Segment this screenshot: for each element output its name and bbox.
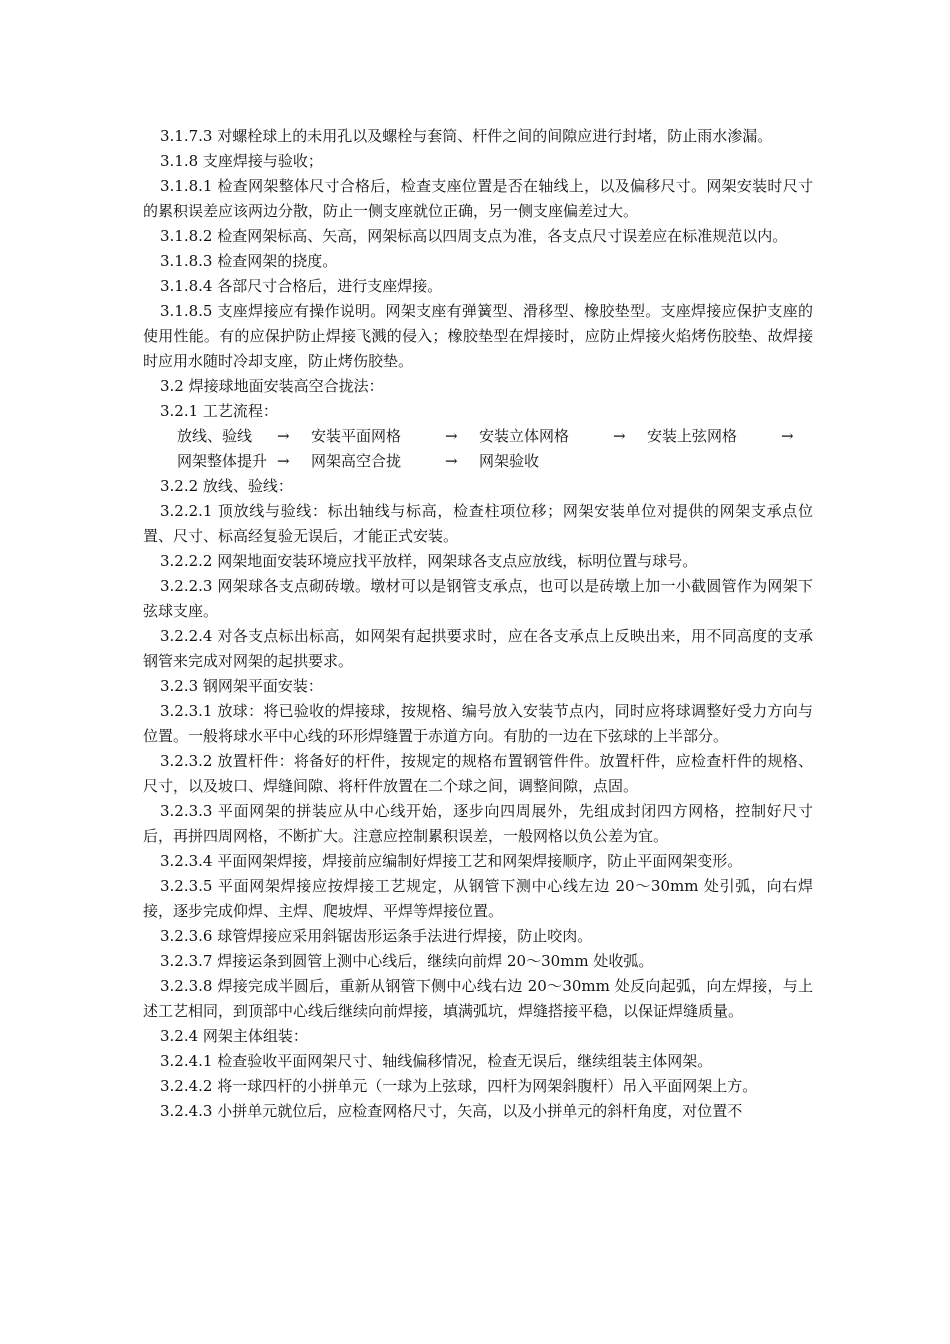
paragraph: 3.2.2.3 网架球各支点砌砖墩。墩材可以是钢管支承点，也可以是砖墩上加一小截圆管作为网架下弦球支座。 (143, 577, 813, 620)
flow-filler (647, 449, 781, 474)
flow-step: 网架整体提升 (177, 452, 268, 470)
paragraph: 3.2.3.7 焊接运条到圆管上测中心线后，继续向前焊 20～30mm 处收弧。 (160, 952, 654, 970)
flow-filler (613, 449, 647, 474)
flow-step: 放线、验线 (177, 427, 253, 445)
process-flow (177, 424, 813, 474)
paragraph: 3.2.3.6 球管焊接应采用斜锯齿形运条手法进行焊接，防止咬肉。 (160, 927, 593, 945)
document-body (143, 124, 813, 1124)
paragraph: 3.2.3 钢网架平面安装： (160, 677, 323, 695)
paragraph: 3.2.3.5 平面网架焊接应按焊接工艺规定，从钢管下测中心线左边 20～30mm 处引弧，向右焊接，逐步完成仰焊、主焊、爬坡焊、平焊等焊接位置。 (143, 877, 813, 920)
paragraph: 3.2.4.1 检查验收平面网架尺寸、轴线偏移情况，检查无误后，继续组装主体网架。 (160, 1052, 713, 1070)
paragraph: 3.1.8.3 检查网架的挠度。 (160, 252, 338, 270)
paragraphs-before (143, 124, 813, 424)
paragraph: 3.1.8.4 各部尺寸合格后，进行支座焊接。 (160, 277, 443, 295)
paragraph: 3.1.8.2 检查网架标高、矢高，网架标高以四周支点为准，各支点尺寸误差应在标准规范以内。 (160, 227, 788, 245)
flow-arrow: → (613, 427, 626, 445)
paragraph: 3.2 焊接球地面安装高空合拢法： (160, 377, 384, 395)
flow-step: 安装平面网格 (311, 427, 402, 445)
paragraph: 3.2.4 网架主体组装： (160, 1027, 308, 1045)
paragraph: 3.2.3.4 平面网架焊接，焊接前应编制好焊接工艺和网架焊接顺序，防止平面网架变形。 (160, 852, 743, 870)
flow-arrow: → (277, 427, 290, 445)
paragraph: 3.2.3.3 平面网架的拼装应从中心线开始，逐步向四周展外，先组成封闭四方网格，控制好尺寸后，再拼四周网格，不断扩大。注意应控制累积误差，一般网格以负公差为宜。 (143, 802, 813, 845)
flow-step: 网架高空合拢 (311, 452, 402, 470)
paragraph: 3.2.3.8 焊接完成半圆后，重新从钢管下侧中心线右边 20～30mm 处反向起弧，向左焊接，与上述工艺相同，到顶部中心线后继续向前焊接，填满弧坑，焊缝搭接平稳，以保证焊缝质量。 (143, 977, 813, 1020)
paragraph: 3.2.3.2 放置杆件：将备好的杆件，按规定的规格布置钢管件件。放置杆件，应检查杆件的规格、尺寸，以及坡口、焊缝间隙、将杆件放置在二个球之间，调整间隙，点固。 (143, 752, 813, 795)
flow-filler (781, 449, 815, 474)
paragraph: 3.1.8 支座焊接与验收； (160, 152, 323, 170)
flow-step: 安装上弦网格 (647, 427, 738, 445)
paragraph: 3.2.4.3 小拼单元就位后，应检查网格尺寸，矢高，以及小拼单元的斜杆角度，对位置不 (160, 1102, 743, 1120)
paragraph: 3.2.4.2 将一球四杆的小拼单元（一球为上弦球，四杆为网架斜腹杆）吊入平面网架上方。 (160, 1077, 758, 1095)
flow-step: 网架验收 (479, 452, 540, 470)
paragraph: 3.2.3.1 放球：将已验收的焊接球，按规格、编号放入安装节点内，同时应将球调整好受力方向与位置。一般将球水平中心线的环形焊缝置于赤道方向。有肋的一边在下弦球的上半部分。 (143, 702, 813, 745)
paragraph: 3.2.2 放线、验线： (160, 477, 293, 495)
flow-arrow: → (445, 452, 458, 470)
flow-arrow: → (781, 427, 794, 445)
paragraph: 3.1.8.5 支座焊接应有操作说明。网架支座有弹簧型、滑移型、橡胶垫型。支座焊接应保护支座的使用性能。有的应保护防止焊接飞溅的侵入；橡胶垫型在焊接时，应防止焊接火焰烤伤胶垫、故焊接时应用水随时冷却支座，防止烤伤胶垫。 (143, 302, 813, 370)
flow-arrow: → (277, 452, 290, 470)
paragraph: 3.2.2.1 顶放线与验线：标出轴线与标高，检查柱项位移；网架安装单位对提供的网架支承点位置、尺寸、标高经复验无误后，才能正式安装。 (143, 502, 813, 545)
paragraph: 3.2.1 工艺流程： (160, 402, 278, 420)
flow-step: 安装立体网格 (479, 427, 570, 445)
paragraph: 3.1.8.1 检查网架整体尺寸合格后，检查支座位置是否在轴线上，以及偏移尺寸。网架安装时尺寸的累积误差应该两边分散，防止一侧支座就位正确，另一侧支座偏差过大。 (143, 177, 813, 220)
paragraph: 3.2.2.4 对各支点标出标高，如网架有起拱要求时，应在各支承点上反映出来，用不同高度的支承钢管来完成对网架的起拱要求。 (143, 627, 813, 670)
paragraph: 3.1.7.3 对螺栓球上的未用孔以及螺栓与套筒、杆件之间的间隙应进行封堵，防止雨水渗漏。 (160, 127, 773, 145)
paragraph: 3.2.2.2 网架地面安装环境应找平放样，网架球各支点应放线，标明位置与球号。 (160, 552, 698, 570)
flow-arrow: → (445, 427, 458, 445)
paragraphs-after (143, 474, 813, 1124)
